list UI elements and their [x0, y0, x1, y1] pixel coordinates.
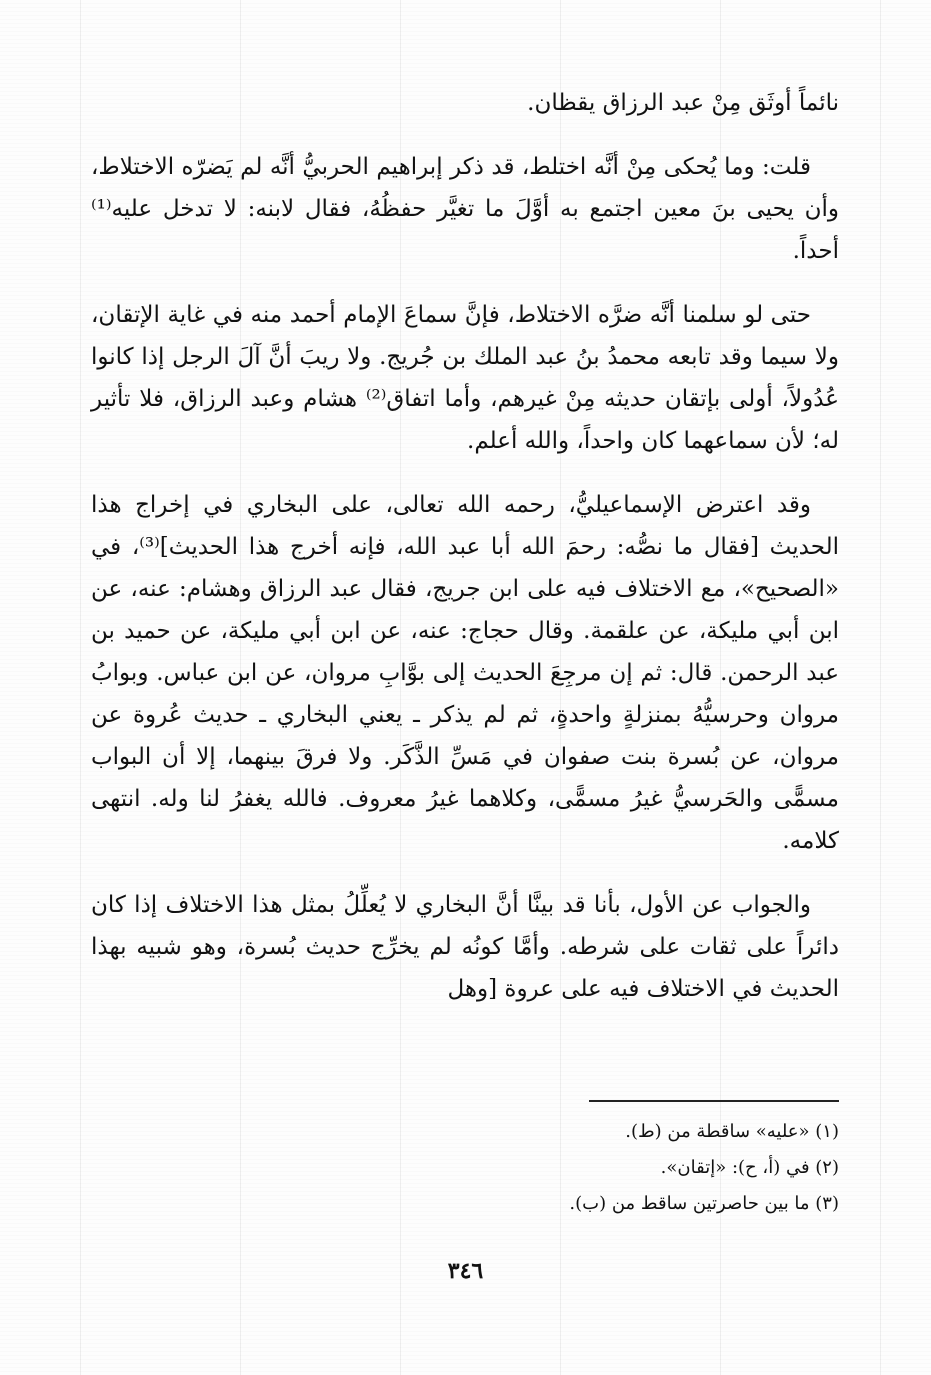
paragraph-4: وقد اعترض الإسماعيليُّ، رحمه الله تعالى، على البخاري في إخراج هذا الحديث [فقال ما نصُّه: رحمَ الله أبا عبد الله، فإنه أخرج هذا الحديث]⁽³⁾، في «الصحيح»، مع الاختلاف فيه على ابن جريج، فقال عبد الرزاق وهشام: عنه، عن ابن أبي مليكة، عن علقمة. وقال حجاج: عنه، عن ابن أبي مليكة، عن حميد بن عبد الرحمن. قال: ثم إن مرجِعَ الحديث إلى بوَّابِ مروان، عن ابن عباس. وبوابُ مروان وحرسيُّهُ بمنزلةٍ واحدةٍ، ثم لم يذكر ـ يعني البخاري ـ حديث عُروة عن مروان، عن بُسرة بنت صفوان في مَسِّ الذَّكَر. ولا فرقَ بينهما، إلا أن البواب مسمًّى والحَرسيُّ غيرُ مسمًّى، وكلاهما غيرُ معروف. فالله يغفرُ لنا وله. انتهى كلامه. [91, 492, 839, 854]
page-number: ٣٤٦ [447, 1258, 484, 1284]
paragraph-1: نائماً أوثَق مِنْ عبد الرزاق يقظان. [527, 90, 839, 116]
paragraph-2: قلت: وما يُحكى مِنْ أنَّه اختلط، قد ذكر إبراهيم الحربيُّ أنَّه لم يَضرّه الاختلاط، وأن يحيى بنَ معين اجتمع به أوَّلَ ما تغيَّر حفظُهُ، فقال لابنه: لا تدخل عليه⁽¹⁾ أحداً. [91, 154, 839, 264]
footnote-1: (١) «عليه» ساقطة من (ط). [625, 1121, 839, 1142]
footnote-3: (٣) ما بين حاصرتين ساقط من (ب). [569, 1193, 839, 1214]
footnote-2: (٢) في (أ، ح): «إتقان». [660, 1157, 839, 1178]
footnotes [91, 1114, 839, 1222]
footnote-separator [589, 1100, 839, 1102]
paragraph-3: حتى لو سلمنا أنَّه ضرَّه الاختلاط، فإنَّ سماعَ الإمام أحمد منه في غاية الإتقان، ولا سيما وقد تابعه محمدُ بنُ عبد الملك بن جُريج. ولا ريبَ أنَّ آلَ الرجل إذا كانوا عُدُولاً، أولى بإتقان حديثه مِنْ غيرهم، وأما اتفاق⁽²⁾ هشام وعبد الرزاق، فلا تأثير له؛ لأن سماعهما كان واحداً، والله أعلم. [91, 302, 839, 454]
main-text [91, 82, 839, 1032]
paragraph-5: والجواب عن الأول، بأنا قد بينَّا أنَّ البخاري لا يُعلِّلُ بمثل هذا الاختلاف إذا كان دائراً على ثقات على شرطه. وأمَّا كونُه لم يخرِّج حديث بُسرة، وهو شبيه بهذا الحديث في الاختلاف فيه على عروة [وهل [91, 892, 839, 1002]
